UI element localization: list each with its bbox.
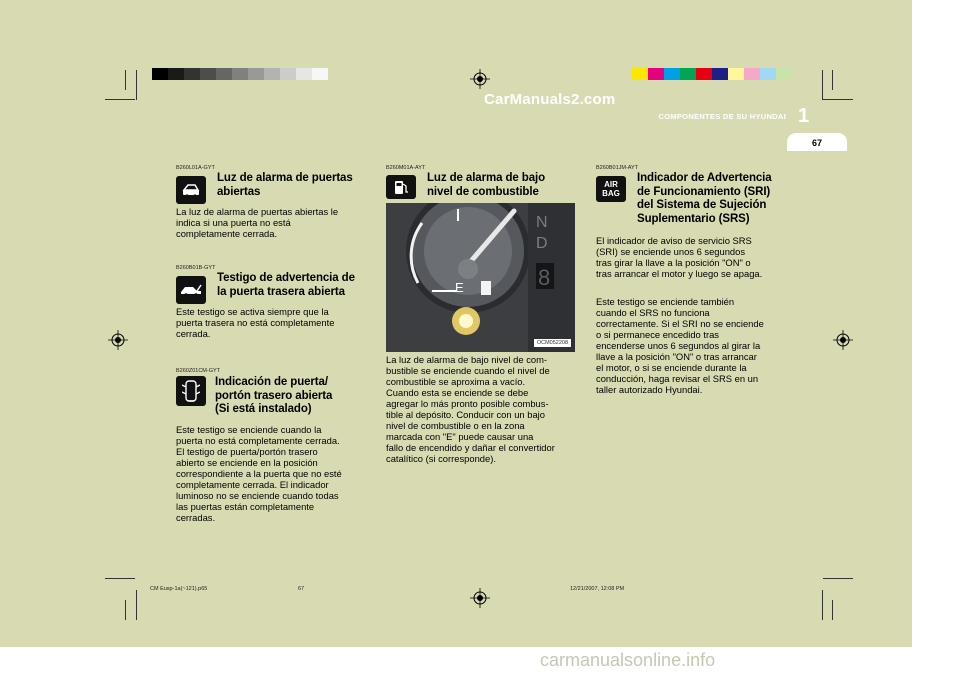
grayscale-calibration-bar (152, 68, 328, 80)
fuel-gauge-photo (386, 203, 575, 352)
section-title: Luz de alarma de bajo nivel de combustible (427, 172, 546, 198)
registration-mark-icon (470, 69, 490, 89)
watermark-top[interactable]: CarManuals2.com (484, 91, 616, 108)
registration-mark-icon (833, 330, 853, 350)
crop-mark (136, 590, 137, 620)
image-caption: OCM052208 (534, 339, 571, 347)
svg-text:N: N (536, 214, 548, 231)
section-title: Indicación de puerta/ portón trasero abierta (Si está instalado) (215, 376, 333, 415)
fuel-gauge-illustration (386, 203, 575, 352)
trunk-open-icon (176, 276, 206, 304)
color-calibration-bar (632, 68, 792, 80)
section-body: La luz de alarma de puertas abiertas le indica si una puerta no está completamente cerrada. (176, 206, 339, 239)
crop-mark (822, 70, 823, 100)
ref-code: B260Z01CM-GYT (176, 368, 221, 374)
crop-mark (822, 590, 823, 620)
section-body: La luz de alarma de bajo nivel de com- bustible se enciende cuando el nivel de combustible se aproxima a vacío. Cuando esta se enciende se debe agregar lo más pronto posible combus- tible al depósito. Conducir con un bajo nivel de combustible o en la zona marcada con "E" puede causar una fallo de encendido y dañar el convertidor catalítico (si corresponde). (386, 354, 555, 464)
crop-mark (105, 99, 135, 100)
footer-page: 67 (298, 586, 305, 592)
registration-mark-icon (108, 330, 128, 350)
crop-mark (105, 578, 135, 579)
footer-file: CM Eusp-1a(~121).p65 (150, 586, 208, 592)
crop-mark (823, 578, 853, 579)
watermark-bottom[interactable]: carmanualsonline.info (540, 650, 716, 670)
fuel-pump-icon (386, 175, 416, 199)
section-body: Este testigo se enciende también cuando el SRS no funciona correctamente. Si el SRI no se enciende o si permanece encedido tras encenderse unos 6 segundos al girar la llave a la posición "ON" o tras arrancar el motor, o si se enciende durante la conducción, haga revisar el SRS en un taller autorizado Hyundai. (596, 296, 764, 395)
door-open-icon (176, 176, 206, 204)
registration-mark-icon (470, 588, 490, 608)
crop-mark (832, 600, 833, 620)
section-body: El indicador de aviso de servicio SRS (SRI) se enciende unos 6 segundos tras girar la llave a la posición "ON" o tras arrancar el motor y luego se apaga. (596, 235, 763, 279)
svg-text:D: D (536, 235, 548, 252)
crop-mark (125, 600, 126, 620)
section-header: COMPONENTES DE SU HYUNDAI (658, 112, 786, 121)
section-title: Testigo de advertencia de la puerta trasera abierta (217, 272, 355, 298)
crop-mark (136, 70, 137, 100)
chapter-number: 1 (798, 105, 810, 127)
section-title: Luz de alarma de puertas abiertas (217, 172, 353, 198)
ref-code: B260B01JM-AYT (596, 165, 639, 171)
airbag-icon: AIR BAG (596, 176, 626, 202)
page-number: 67 (787, 133, 847, 151)
crop-mark (125, 70, 126, 90)
car-doors-icon (176, 376, 206, 406)
svg-text:8: 8 (538, 265, 551, 290)
footer-date: 12/21/2007, 12:08 PM (570, 586, 625, 592)
crop-mark (832, 70, 833, 90)
ref-code: B260M01A-AYT (386, 165, 426, 171)
ref-code: B260B01B-GYT (176, 265, 216, 271)
section-body: Este testigo se enciende cuando la puerta no está completamente cerrada. El testigo de puerta/portón trasero abierto se enciende en la posición correspondiente a la puerta que no esté completamente cerrada. El indicador luminoso no se enciende cuando todas las puertas están completamente cerradas. (176, 424, 342, 523)
ref-code: B260L01A-GYT (176, 165, 215, 171)
section-title: Indicador de Advertencia de Funcionamiento (SRI) del Sistema de Sujeción Suplementario (SRS) (637, 172, 772, 225)
svg-text:E: E (455, 280, 464, 295)
section-body: Este testigo se activa siempre que la puerta trasera no está completamente cerrada. (176, 306, 335, 339)
crop-mark (823, 99, 853, 100)
